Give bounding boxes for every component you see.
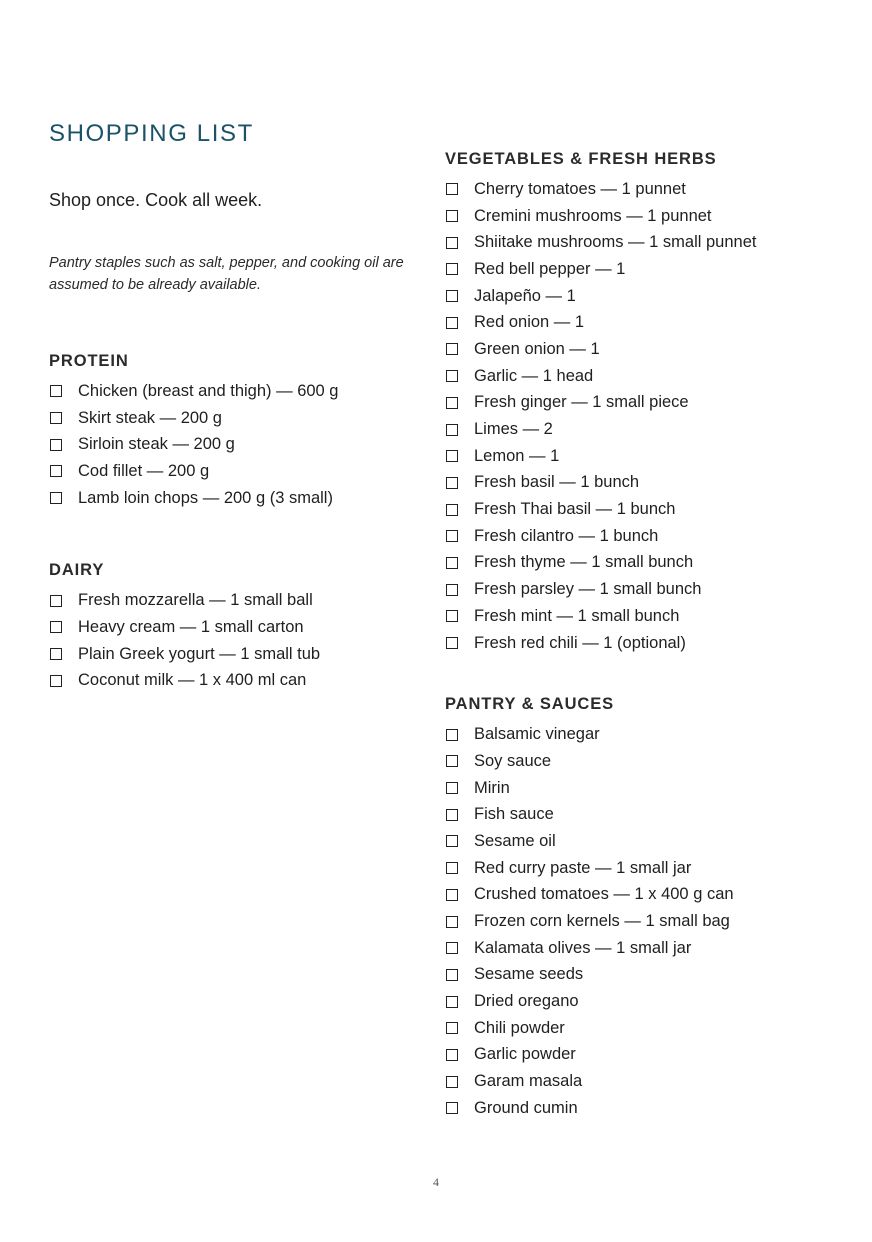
checklist-item [445,748,845,775]
dairy-list [49,587,421,694]
checklist-item [445,855,845,882]
page-number: 4 [433,1175,439,1189]
checklist-item [445,988,845,1015]
checklist-item [445,229,845,256]
right-column [445,148,845,1122]
checklist-item [445,256,845,283]
checkbox-icon[interactable] [50,412,62,424]
checklist-item [49,378,421,405]
item-label: Red bell pepper — 1 [474,259,626,278]
checkbox-icon[interactable] [446,424,458,436]
checklist-item [445,1095,845,1122]
pantry-note: Pantry staples such as salt, pepper, and cooking oil are assumed to be already available. [49,255,404,293]
checkbox-icon[interactable] [446,1022,458,1034]
item-label: Chili powder [474,1018,565,1037]
item-label: Kalamata olives — 1 small jar [474,938,692,957]
checklist-item [445,721,845,748]
item-label: Limes — 2 [474,420,553,439]
checkbox-icon[interactable] [50,492,62,504]
item-label: Red onion — 1 [474,313,585,332]
checklist-item [445,203,845,230]
checkbox-icon[interactable] [446,237,458,249]
item-label: Chicken (breast and thigh) — 600 g [78,381,339,400]
checkbox-icon[interactable] [446,729,458,741]
checkbox-icon[interactable] [446,862,458,874]
checkbox-icon[interactable] [446,317,458,329]
checklist-item [445,550,845,577]
checklist-item [445,496,845,523]
checklist-item [49,587,421,614]
item-label: Green onion — 1 [474,339,600,358]
item-label: Fish sauce [474,805,554,824]
checkbox-icon[interactable] [50,439,62,451]
item-label: Lamb loin chops — 200 g (3 small) [78,488,333,507]
checklist-item [445,603,845,630]
checklist-item [445,176,845,203]
item-label: Sirloin steak — 200 g [78,435,235,454]
item-label: Fresh mint — 1 small bunch [474,606,680,625]
checklist-item [445,336,845,363]
checklist-item [49,431,421,458]
checklist-item [445,416,845,443]
checkbox-icon[interactable] [446,557,458,569]
item-label: Plain Greek yogurt — 1 small tub [78,644,321,663]
checkbox-icon[interactable] [446,835,458,847]
item-label: Fresh basil — 1 bunch [474,473,640,492]
item-label: Garlic — 1 head [474,366,594,385]
item-label: Red curry paste — 1 small jar [474,858,692,877]
checkbox-icon[interactable] [50,595,62,607]
checkbox-icon[interactable] [446,397,458,409]
checkbox-icon[interactable] [50,621,62,633]
checklist-item [445,363,845,390]
checkbox-icon[interactable] [446,263,458,275]
checkbox-icon[interactable] [446,530,458,542]
checklist-item [445,630,845,657]
checkbox-icon[interactable] [446,477,458,489]
checklist-item [445,576,845,603]
pantry-list [445,721,845,1121]
checklist-item [445,523,845,550]
checkbox-icon[interactable] [50,465,62,477]
checkbox-icon[interactable] [446,942,458,954]
checklist-item [445,309,845,336]
item-label: Sesame seeds [474,965,584,984]
item-label: Fresh parsley — 1 small bunch [474,580,702,599]
checklist-item [445,828,845,855]
checklist-item [445,882,845,909]
item-label: Crushed tomatoes — 1 x 400 g can [474,885,734,904]
checklist-item [49,641,421,668]
checkbox-icon[interactable] [446,584,458,596]
checkbox-icon[interactable] [446,1049,458,1061]
section-heading: PROTEIN [49,352,129,370]
checklist-item [445,935,845,962]
checkbox-icon[interactable] [446,610,458,622]
dairy-section [49,559,421,694]
protein-list [49,378,421,511]
item-label: Garlic powder [474,1045,576,1064]
checklist-item [445,1015,845,1042]
item-label: Dried oregano [474,992,579,1011]
item-label: Ground cumin [474,1098,578,1117]
item-label: Lemon — 1 [474,446,560,465]
checklist-item [445,962,845,989]
checkbox-icon[interactable] [446,504,458,516]
item-label: Fresh thyme — 1 small bunch [474,553,694,572]
item-label: Cremini mushrooms — 1 punnet [474,206,712,225]
checkbox-icon[interactable] [446,183,458,195]
item-label: Mirin [474,778,510,797]
checkbox-icon[interactable] [50,385,62,397]
checklist-item [49,668,421,695]
checkbox-icon[interactable] [446,969,458,981]
checklist-item [445,1042,845,1069]
checkbox-icon[interactable] [446,782,458,794]
checkbox-icon[interactable] [446,637,458,649]
checkbox-icon[interactable] [446,809,458,821]
checklist-item [49,405,421,432]
item-label: Fresh mozzarella — 1 small ball [78,591,313,610]
section-heading: VEGETABLES & FRESH HERBS [445,150,717,168]
checklist-item [445,1068,845,1095]
item-label: Shiitake mushrooms — 1 small punnet [474,233,757,252]
checklist-item [445,283,845,310]
vegetables-list [445,176,845,656]
protein-section [49,350,421,511]
item-label: Frozen corn kernels — 1 small bag [474,912,730,931]
item-label: Garam masala [474,1072,583,1091]
checkbox-icon[interactable] [446,755,458,767]
checkbox-icon[interactable] [446,370,458,382]
checklist-item [49,458,421,485]
item-label: Sesame oil [474,831,556,850]
page-title: SHOPPING LIST [49,120,254,147]
item-label: Fresh red chili — 1 (optional) [474,633,686,652]
left-column [49,118,421,694]
checkbox-icon[interactable] [446,343,458,355]
checklist-item [49,485,421,512]
item-label: Soy sauce [474,751,552,770]
section-heading: DAIRY [49,561,105,580]
checklist-item [445,908,845,935]
item-label: Cherry tomatoes — 1 punnet [474,179,686,198]
item-label: Skirt steak — 200 g [78,408,222,427]
checkbox-icon[interactable] [446,1102,458,1114]
checkbox-icon[interactable] [50,648,62,660]
item-label: Fresh cilantro — 1 bunch [474,526,659,545]
checkbox-icon[interactable] [446,996,458,1008]
section-heading: PANTRY & SAUCES [445,695,615,714]
checkbox-icon[interactable] [446,1076,458,1088]
item-label: Jalapeño — 1 [474,286,576,305]
item-label: Heavy cream — 1 small carton [78,617,304,636]
item-label: Fresh ginger — 1 small piece [474,393,689,412]
checkbox-icon[interactable] [446,450,458,462]
checkbox-icon[interactable] [50,675,62,687]
checklist-item [445,443,845,470]
checklist-item [445,775,845,802]
pantry-section [445,693,845,1121]
tagline: Shop once. Cook all week. [49,190,263,210]
checklist-item [445,801,845,828]
item-label: Coconut milk — 1 x 400 ml can [78,671,307,690]
checkbox-icon[interactable] [446,290,458,302]
checklist-item [445,390,845,417]
item-label: Balsamic vinegar [474,725,600,744]
vegetables-section [445,148,845,656]
checkbox-icon[interactable] [446,210,458,222]
checkbox-icon[interactable] [446,889,458,901]
checklist-item [445,470,845,497]
item-label: Fresh Thai basil — 1 bunch [474,500,676,519]
checklist-item [49,614,421,641]
item-label: Cod fillet — 200 g [78,461,210,480]
checkbox-icon[interactable] [446,916,458,928]
